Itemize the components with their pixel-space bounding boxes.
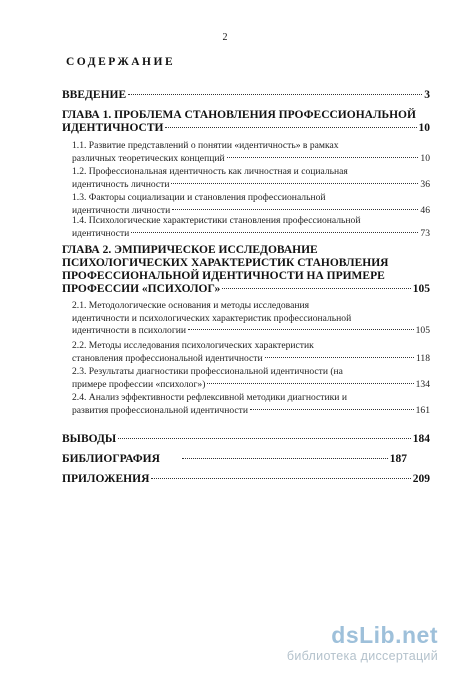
leader-dots	[128, 94, 422, 95]
leader-dots	[165, 127, 416, 128]
toc-page: 184	[412, 433, 430, 445]
toc-entry-text: ПСИХОЛОГИЧЕСКИХ ХАРАКТЕРИСТИК СТАНОВЛЕНИЯ	[62, 257, 389, 269]
toc-chapter-1[interactable]	[62, 109, 430, 135]
leader-dots	[151, 478, 410, 479]
toc-page: 10	[420, 152, 430, 164]
page-number: 2	[222, 32, 228, 43]
toc-section-2-2[interactable]	[72, 340, 430, 365]
toc-entry-text: ГЛАВА 1. ПРОБЛЕМА СТАНОВЛЕНИЯ ПРОФЕССИОНАЛЬНОЙ	[62, 109, 416, 121]
toc-appendices[interactable]	[62, 473, 430, 486]
leader-dots	[131, 232, 418, 233]
leader-dots	[207, 383, 413, 384]
leader-dots	[188, 329, 414, 330]
toc-entry-text: идентичности	[72, 227, 130, 239]
toc-entry-text: ПРОФЕССИИ «ПСИХОЛОГ»	[62, 283, 221, 295]
toc-section-1-2[interactable]	[72, 166, 430, 191]
leader-dots	[118, 438, 411, 439]
toc-bibliography[interactable]	[62, 453, 407, 466]
toc-entry-text: ИДЕНТИЧНОСТИ	[62, 122, 164, 134]
toc-entry-text: становления профессиональной идентичности	[72, 352, 263, 364]
toc-page: 187	[389, 453, 407, 465]
toc-entry-text: 2.4. Анализ эффективности рефлексивной методики диагностики и	[72, 392, 347, 403]
toc-page: 3	[424, 89, 430, 101]
toc-page: 73	[420, 227, 430, 239]
toc-entry-text: развития профессиональной идентичности	[72, 404, 248, 416]
leader-dots	[227, 157, 419, 158]
toc-section-2-1[interactable]	[72, 300, 430, 338]
toc-page: 161	[415, 404, 430, 416]
toc-entry-text: идентичности личности	[72, 204, 171, 216]
leader-dots	[182, 458, 388, 459]
toc-section-1-1[interactable]	[72, 140, 430, 165]
toc-page: 10	[418, 122, 430, 134]
leader-dots	[171, 183, 418, 184]
toc-entry-text: 1.3. Факторы социализации и становления профессиональной	[72, 192, 326, 203]
watermark	[287, 622, 438, 663]
watermark-logo: dsLib.net	[331, 622, 438, 648]
leader-dots	[172, 209, 418, 210]
toc-entry-text: различных теоретических концепций	[72, 152, 225, 164]
toc-entry-text: БИБЛИОГРАФИЯ	[62, 453, 160, 465]
toc-page: 209	[412, 473, 430, 485]
toc-section-1-4[interactable]	[72, 215, 430, 240]
toc-entry-text: примере профессии «психолог»)	[72, 378, 206, 390]
toc-introduction[interactable]	[62, 89, 430, 102]
toc-entry-text: ВЫВОДЫ	[62, 433, 117, 445]
toc-conclusions[interactable]	[62, 433, 430, 446]
toc-chapter-2[interactable]	[62, 244, 430, 296]
toc-entry-text: 2.3. Результаты диагностики профессиональной идентичности (на	[72, 366, 343, 377]
toc-entry-text: идентичности в психологии	[72, 325, 187, 336]
toc-entry-text: ПРИЛОЖЕНИЯ	[62, 473, 150, 485]
toc-entry-text: 1.1. Развитие представлений о понятии «идентичность» в рамках	[72, 140, 339, 151]
toc-entry-text: идентичности и психологических характеристик профессиональной	[72, 312, 352, 324]
toc-section-2-4[interactable]	[72, 392, 430, 417]
toc-page: 105	[415, 325, 430, 336]
toc-entry-text: 2.1. Методологические основания и методы исследования	[72, 300, 310, 311]
toc-entry-text: 1.4. Психологические характеристики становления профессиональной	[72, 215, 361, 226]
toc-entry-text: 2.2. Методы исследования психологических характеристик	[72, 340, 314, 351]
toc-page: 46	[420, 204, 430, 216]
toc-page: 134	[415, 378, 430, 390]
toc-page: 118	[415, 352, 430, 364]
toc-section-2-3[interactable]	[72, 366, 430, 391]
leader-dots	[222, 288, 411, 289]
toc-entry-text: идентичность личности	[72, 178, 170, 190]
page-title: СОДЕРЖАНИЕ	[66, 56, 176, 68]
toc-section-1-3[interactable]	[72, 192, 430, 217]
toc-entry-text: ПРОФЕССИОНАЛЬНОЙ ИДЕНТИЧНОСТИ НА ПРИМЕРЕ	[62, 270, 385, 282]
toc-entry-text: ГЛАВА 2. ЭМПИРИЧЕСКОЕ ИССЛЕДОВАНИЕ	[62, 244, 318, 256]
toc-page: 105	[412, 283, 430, 295]
leader-dots	[265, 357, 414, 358]
toc-entry-text: ВВЕДЕНИЕ	[62, 89, 127, 101]
watermark-subtitle: библиотека диссертаций	[286, 649, 438, 663]
toc-entry-text: 1.2. Профессиональная идентичность как личностная и социальная	[72, 166, 348, 177]
leader-dots	[250, 409, 414, 410]
toc-page: 36	[420, 178, 430, 190]
